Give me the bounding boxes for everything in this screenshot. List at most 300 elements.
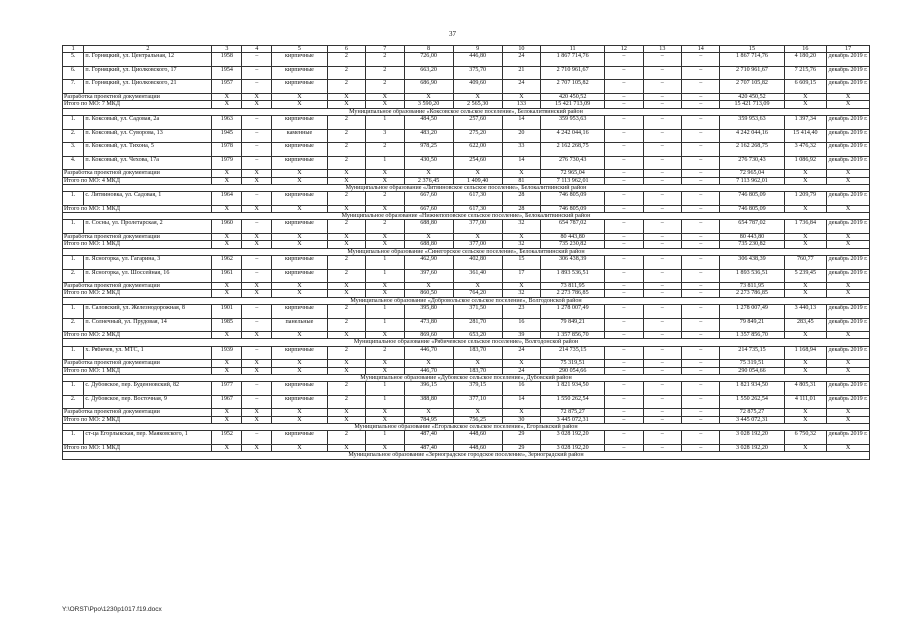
building-cell: 1939 [212, 346, 242, 360]
municipality-section-row [63, 248, 870, 255]
building-cell: – [682, 304, 720, 318]
building-cell: – [682, 255, 720, 269]
building-cell: 15 414,40 [784, 129, 827, 143]
summary-cell: X [212, 290, 242, 297]
building-cell: декабрь 2019 г. [827, 220, 870, 234]
building-cell: 1. [63, 220, 84, 234]
building-address: п. Коксовый, ул. Суворова, 13 [84, 129, 212, 143]
building-cell: 3 028 192,20 [720, 431, 784, 445]
summary-cell: X [827, 360, 870, 367]
building-cell: 473,80 [404, 318, 453, 332]
summary-cell: 15 421 713,09 [541, 101, 605, 108]
building-cell: – [682, 395, 720, 409]
summary-cell: 133 [502, 101, 540, 108]
summary-cell: X [212, 94, 242, 101]
summary-cell: X [827, 290, 870, 297]
building-cell: 1958 [212, 53, 242, 67]
column-number-cell: 12 [605, 46, 643, 53]
building-cell: 3 476,32 [784, 143, 827, 157]
building-cell: – [242, 156, 272, 170]
building-address: с. Литвиновка, ул. Садовая, 1 [84, 192, 212, 206]
building-cell: – [643, 304, 681, 318]
building-cell: – [605, 346, 643, 360]
summary-cell: X [827, 283, 870, 290]
building-cell: 6. [63, 66, 84, 80]
summary-cell: X [242, 170, 272, 177]
summary-cell: 73 811,95 [541, 283, 605, 290]
building-cell: 1901 [212, 304, 242, 318]
building-cell: – [643, 318, 681, 332]
building-cell: 1 [366, 431, 404, 445]
building-cell: кирпичные [272, 346, 328, 360]
building-cell: 359 953,63 [541, 115, 605, 129]
summary-label: Итого по МО: 4 МКД [63, 177, 212, 184]
building-cell: 487,40 [404, 431, 453, 445]
summary-label: Разработка проектной документации [63, 234, 212, 241]
summary-cell: – [643, 170, 681, 177]
column-number-cell: 16 [784, 46, 827, 53]
summary-cell: – [605, 416, 643, 423]
summary-cell: X [272, 101, 328, 108]
summary-cell: X [784, 332, 827, 339]
building-cell: 2 [366, 192, 404, 206]
summary-cell: X [272, 367, 328, 374]
building-cell: 14 [502, 395, 540, 409]
building-cell: декабрь 2019 г. [827, 346, 870, 360]
building-cell: 361,40 [453, 269, 502, 283]
summary-cell: X [404, 409, 453, 416]
summary-cell: – [643, 367, 681, 374]
summary-cell: – [682, 234, 720, 241]
summary-cell: – [605, 444, 643, 451]
summary-cell: X [242, 205, 272, 212]
building-cell: 2 [327, 318, 365, 332]
summary-cell: X [242, 416, 272, 423]
summary-cell: X [827, 241, 870, 248]
summary-cell: X [242, 94, 272, 101]
summary-cell: 784,95 [404, 416, 453, 423]
column-number-cell: 1 [63, 46, 84, 53]
summary-row [63, 241, 870, 248]
column-number-cell: 5 [272, 46, 328, 53]
building-cell: 1945 [212, 129, 242, 143]
building-cell: 3. [63, 143, 84, 157]
building-cell: – [643, 395, 681, 409]
building-cell: 16 [502, 318, 540, 332]
building-cell: 4 111,01 [784, 395, 827, 409]
summary-cell: 3 028 192,20 [720, 444, 784, 451]
building-cell: 214 735,15 [541, 346, 605, 360]
summary-cell: X [212, 409, 242, 416]
summary-cell: X [827, 177, 870, 184]
summary-row [63, 360, 870, 367]
summary-cell: X [453, 94, 502, 101]
summary-cell: – [605, 290, 643, 297]
column-number-cell: 13 [643, 46, 681, 53]
summary-cell: X [366, 444, 404, 451]
summary-cell: – [682, 416, 720, 423]
building-cell: 1 867 714,76 [541, 53, 605, 67]
summary-cell: – [643, 177, 681, 184]
summary-cell: – [643, 94, 681, 101]
summary-cell: X [212, 234, 242, 241]
municipality-section-row [63, 297, 870, 304]
building-row [63, 431, 870, 445]
column-number-cell: 7 [366, 46, 404, 53]
building-cell: 3 028 192,20 [541, 431, 605, 445]
building-cell: 1985 [212, 318, 242, 332]
summary-cell: X [453, 234, 502, 241]
summary-cell: X [272, 234, 328, 241]
summary-cell: 688,80 [404, 241, 453, 248]
summary-cell: X [272, 241, 328, 248]
summary-cell: 420 450,52 [541, 94, 605, 101]
summary-cell: X [272, 290, 328, 297]
building-cell: 2. [63, 395, 84, 409]
building-cell: 281,70 [453, 318, 502, 332]
summary-cell: X [366, 205, 404, 212]
summary-cell: X [242, 283, 272, 290]
building-cell: 409,60 [453, 80, 502, 94]
building-cell: 1 [366, 156, 404, 170]
building-cell: 4 180,20 [784, 53, 827, 67]
summary-cell: – [682, 101, 720, 108]
summary-cell: – [605, 241, 643, 248]
building-cell: кирпичные [272, 395, 328, 409]
summary-cell: 3 445 072,31 [541, 416, 605, 423]
summary-cell: 73 811,95 [720, 283, 784, 290]
building-cell: 14 [502, 115, 540, 129]
building-address: п. Сосны, ул. Пролетарская, 2 [84, 220, 212, 234]
summary-cell: X [502, 234, 540, 241]
building-row [63, 129, 870, 143]
building-row [63, 143, 870, 157]
building-cell: 2 [327, 80, 365, 94]
building-cell: 1 086,92 [784, 156, 827, 170]
summary-cell: X [327, 367, 365, 374]
building-cell: 3 [366, 129, 404, 143]
summary-cell: X [212, 101, 242, 108]
summary-cell: – [643, 416, 681, 423]
summary-cell: X [242, 444, 272, 451]
building-cell: – [643, 220, 681, 234]
building-cell: – [605, 129, 643, 143]
building-cell: 1 736,84 [784, 220, 827, 234]
building-cell: 2. [63, 129, 84, 143]
summary-cell: X [366, 409, 404, 416]
building-cell: 183,70 [453, 346, 502, 360]
summary-cell: X [242, 241, 272, 248]
summary-cell: X [212, 360, 242, 367]
summary-cell: X [212, 241, 242, 248]
summary-cell: X [327, 283, 365, 290]
summary-row [63, 94, 870, 101]
building-cell: – [242, 115, 272, 129]
summary-cell: X [827, 170, 870, 177]
summary-cell: – [605, 101, 643, 108]
summary-cell: X [212, 416, 242, 423]
building-cell: – [643, 129, 681, 143]
building-cell: 2 [366, 143, 404, 157]
building-cell: 1963 [212, 115, 242, 129]
summary-cell: – [643, 241, 681, 248]
summary-cell: – [605, 367, 643, 374]
building-cell: – [605, 255, 643, 269]
building-cell: 377,00 [453, 220, 502, 234]
building-cell: – [643, 255, 681, 269]
building-cell: – [242, 395, 272, 409]
summary-cell: 28 [502, 205, 540, 212]
summary-cell: X [827, 409, 870, 416]
building-cell: 726,00 [404, 53, 453, 67]
building-cell: – [242, 80, 272, 94]
summary-cell: X [272, 332, 328, 339]
building-cell: 1. [63, 192, 84, 206]
building-cell: 484,50 [404, 115, 453, 129]
building-cell: 1978 [212, 143, 242, 157]
building-cell: 1977 [212, 382, 242, 396]
building-row [63, 318, 870, 332]
building-cell: – [682, 143, 720, 157]
summary-cell: 617,30 [453, 205, 502, 212]
summary-row [63, 409, 870, 416]
summary-cell: 420 450,52 [720, 94, 784, 101]
building-cell: – [242, 255, 272, 269]
building-cell: 1 [366, 395, 404, 409]
summary-cell: X [327, 444, 365, 451]
summary-cell: X [242, 409, 272, 416]
building-cell: 430,50 [404, 156, 453, 170]
building-cell: кирпичные [272, 269, 328, 283]
building-cell: 1961 [212, 269, 242, 283]
building-cell: 397,60 [404, 269, 453, 283]
building-cell: – [643, 53, 681, 67]
building-cell: 1979 [212, 156, 242, 170]
building-cell: 746 805,09 [720, 192, 784, 206]
building-cell: 667,60 [404, 192, 453, 206]
building-cell: кирпичные [272, 304, 328, 318]
building-cell: 2 [327, 115, 365, 129]
building-row [63, 80, 870, 94]
column-number-cell: 14 [682, 46, 720, 53]
summary-cell: X [453, 283, 502, 290]
building-cell: 4 805,31 [784, 382, 827, 396]
building-cell: 654 787,02 [541, 220, 605, 234]
summary-cell: – [682, 444, 720, 451]
summary-cell: – [643, 283, 681, 290]
summary-cell: 735 230,82 [541, 241, 605, 248]
building-cell: – [682, 66, 720, 80]
summary-cell: X [272, 360, 328, 367]
summary-label: Разработка проектной документации [63, 283, 212, 290]
summary-cell: 75 319,51 [720, 360, 784, 367]
building-row [63, 66, 870, 80]
building-cell: 20 [502, 129, 540, 143]
building-cell: 2 [327, 304, 365, 318]
building-cell: 1 [366, 304, 404, 318]
summary-cell: X [366, 234, 404, 241]
summary-cell: X [242, 332, 272, 339]
building-cell: 371,50 [453, 304, 502, 318]
building-cell: 663,20 [404, 66, 453, 80]
building-cell: – [605, 80, 643, 94]
summary-cell: X [327, 409, 365, 416]
building-cell: 1. [63, 115, 84, 129]
building-cell: – [643, 156, 681, 170]
summary-cell: 75 319,51 [541, 360, 605, 367]
building-cell: 6 609,15 [784, 80, 827, 94]
building-cell: 2 [327, 66, 365, 80]
building-cell: – [242, 220, 272, 234]
summary-cell: X [242, 234, 272, 241]
building-cell: 2. [63, 318, 84, 332]
building-cell: – [242, 129, 272, 143]
summary-cell: X [327, 170, 365, 177]
building-cell: кирпичные [272, 143, 328, 157]
building-cell: 1954 [212, 66, 242, 80]
building-cell: 2 [327, 382, 365, 396]
summary-cell: X [784, 283, 827, 290]
building-row [63, 395, 870, 409]
building-cell: декабрь 2019 г. [827, 80, 870, 94]
building-cell: – [242, 269, 272, 283]
municipality-title: Муниципальное образование «Коксовское сельское поселение», Белокалитвинский район [63, 108, 870, 115]
building-cell: декабрь 2019 г. [827, 269, 870, 283]
building-address: п. Коксовый, ул. Чехова, 17а [84, 156, 212, 170]
building-cell: – [682, 156, 720, 170]
building-cell: 2. [63, 269, 84, 283]
summary-cell: 7 113 962,01 [541, 177, 605, 184]
summary-row [63, 101, 870, 108]
summary-cell: – [605, 205, 643, 212]
building-cell: – [242, 192, 272, 206]
building-cell: 688,80 [404, 220, 453, 234]
building-cell: 4 242 044,16 [541, 129, 605, 143]
building-row [63, 382, 870, 396]
building-cell: 2 162 268,75 [720, 143, 784, 157]
building-cell: 2 [366, 220, 404, 234]
building-cell: 375,70 [453, 66, 502, 80]
building-cell: декабрь 2019 г. [827, 382, 870, 396]
building-cell: 396,15 [404, 382, 453, 396]
building-cell: 28 [502, 192, 540, 206]
summary-cell: X [366, 367, 404, 374]
summary-label: Итого по МО: 1 МКД [63, 205, 212, 212]
summary-cell: – [605, 283, 643, 290]
building-cell: 1967 [212, 395, 242, 409]
building-cell: – [643, 143, 681, 157]
summary-label: Разработка проектной документации [63, 94, 212, 101]
building-cell: 276 730,43 [720, 156, 784, 170]
summary-cell: 1 409,40 [453, 177, 502, 184]
summary-cell: – [605, 170, 643, 177]
building-cell: 760,77 [784, 255, 827, 269]
building-cell: панельные [272, 318, 328, 332]
building-cell: каменные [272, 129, 328, 143]
municipality-section-row [63, 424, 870, 431]
summary-cell: 746 805,09 [720, 205, 784, 212]
building-cell: 446,80 [453, 53, 502, 67]
building-cell: – [242, 382, 272, 396]
summary-cell: X [272, 94, 328, 101]
building-cell: кирпичные [272, 220, 328, 234]
summary-cell: 735 230,82 [720, 241, 784, 248]
building-cell: 254,60 [453, 156, 502, 170]
summary-cell: X [327, 205, 365, 212]
building-cell: декабрь 2019 г. [827, 255, 870, 269]
building-address: ст-ца Егорлыкская, пер. Маяковского, 1 [84, 431, 212, 445]
building-cell: 2 [327, 395, 365, 409]
summary-label: Итого по МО: 7 МКД [63, 101, 212, 108]
building-cell: 379,15 [453, 382, 502, 396]
summary-cell: X [453, 170, 502, 177]
building-cell: 23 [502, 304, 540, 318]
summary-cell: – [682, 177, 720, 184]
column-number-row [63, 46, 870, 53]
summary-cell: X [366, 101, 404, 108]
building-cell: декабрь 2019 г. [827, 129, 870, 143]
column-number-cell: 4 [242, 46, 272, 53]
building-cell: 4 242 044,16 [720, 129, 784, 143]
building-cell: кирпичные [272, 382, 328, 396]
summary-row [63, 283, 870, 290]
summary-cell: – [605, 94, 643, 101]
summary-cell: 448,60 [453, 444, 502, 451]
building-cell: – [605, 66, 643, 80]
building-cell: – [605, 382, 643, 396]
summary-cell: X [784, 94, 827, 101]
summary-cell: X [327, 101, 365, 108]
summary-cell: 290 054,66 [720, 367, 784, 374]
building-cell: 24 [502, 346, 540, 360]
summary-cell: X [212, 283, 242, 290]
building-cell: 2 [327, 346, 365, 360]
building-cell: 2 [327, 220, 365, 234]
building-cell: – [643, 269, 681, 283]
building-cell: 1 [366, 115, 404, 129]
summary-cell: X [784, 170, 827, 177]
summary-cell: – [643, 101, 681, 108]
building-cell: 17 [502, 269, 540, 283]
building-cell: – [682, 431, 720, 445]
building-cell: – [643, 431, 681, 445]
summary-cell: – [682, 241, 720, 248]
summary-row [63, 234, 870, 241]
building-cell: 2 162 268,75 [541, 143, 605, 157]
building-cell: 306 438,39 [720, 255, 784, 269]
summary-cell: – [682, 360, 720, 367]
building-cell: – [605, 220, 643, 234]
summary-cell: 667,60 [404, 205, 453, 212]
building-cell: 2 [366, 66, 404, 80]
summary-cell: – [605, 234, 643, 241]
building-cell: кирпичные [272, 53, 328, 67]
building-address: п. Коксовый, ул. Садовая, 2а [84, 115, 212, 129]
building-cell: 1 [366, 382, 404, 396]
building-address: с. Дубовское, пер. Восточная, 9 [84, 395, 212, 409]
summary-cell: 764,20 [453, 290, 502, 297]
building-cell: 359 953,63 [720, 115, 784, 129]
building-row [63, 53, 870, 67]
summary-cell: – [643, 234, 681, 241]
building-cell: 1 168,94 [784, 346, 827, 360]
summary-cell: 2 565,30 [453, 101, 502, 108]
summary-cell: X [327, 290, 365, 297]
building-row [63, 220, 870, 234]
summary-cell: – [682, 205, 720, 212]
summary-cell: X [327, 332, 365, 339]
summary-cell: 446,70 [404, 367, 453, 374]
